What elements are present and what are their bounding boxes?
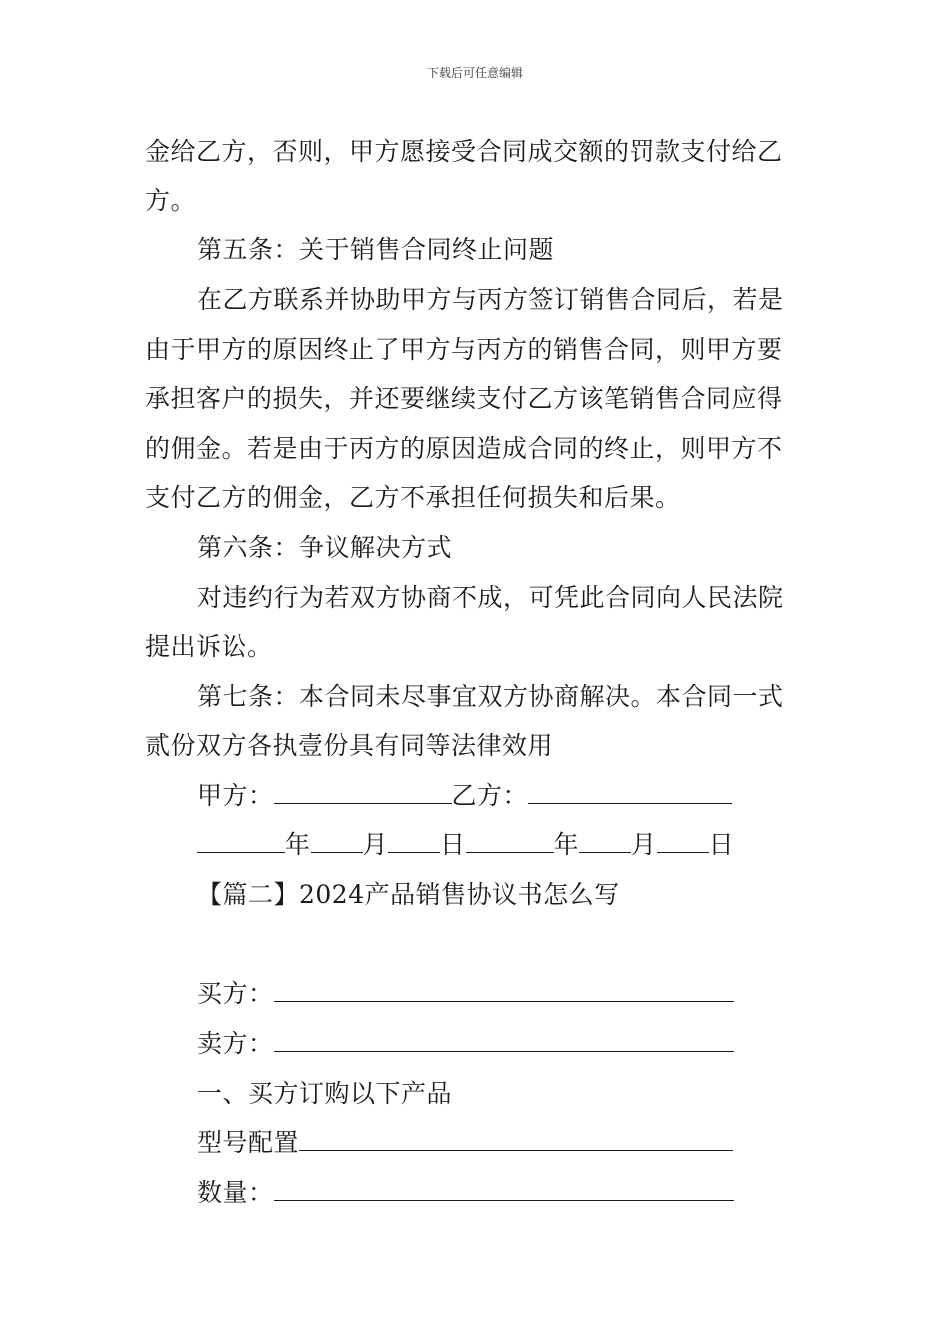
model-blank[interactable]: [299, 1128, 733, 1151]
month-label-a: 月: [362, 830, 389, 859]
paragraph-line: 金给乙方，否则，甲方愿接受合同成交额的罚款支付给乙: [145, 137, 783, 166]
seller-blank[interactable]: [274, 1029, 734, 1052]
article-7-line: 第七条：本合同未尽事宜双方协商解决。本合同一式: [197, 682, 784, 711]
section-2-title: 【篇二】2024产品销售协议书怎么写: [197, 880, 620, 909]
year-label-a: 年: [285, 830, 311, 859]
day-label-a: 日: [440, 830, 466, 859]
year-blank-b[interactable]: [466, 830, 554, 853]
article-6-title: 第六条：争议解决方式: [197, 533, 453, 562]
paragraph-line: 支付乙方的佣金，乙方不承担任何损失和后果。: [145, 483, 681, 512]
paragraph-line: 方。: [145, 186, 197, 215]
page-header: 下载后可任意编辑: [426, 66, 523, 80]
buyer-row: [197, 978, 734, 1010]
party-b-blank[interactable]: [528, 781, 732, 804]
year-label-b: 年: [553, 830, 580, 859]
signature-parties-row: [197, 780, 732, 812]
month-blank-b[interactable]: [579, 830, 631, 853]
seller-row: [197, 1028, 734, 1060]
model-label: 型号配置: [197, 1128, 300, 1157]
day-blank-b[interactable]: [657, 830, 709, 853]
year-blank-a[interactable]: [197, 830, 285, 853]
party-b-label: 乙方：: [451, 781, 529, 810]
party-a-label: 甲方：: [197, 781, 274, 810]
article-7-line: 贰份双方各执壹份具有同等法律效用: [145, 731, 554, 760]
quantity-row: [197, 1177, 734, 1209]
paragraph-line: 在乙方联系并协助甲方与丙方签订销售合同后，若是: [197, 285, 784, 314]
article-5-title: 第五条：关于销售合同终止问题: [197, 235, 555, 264]
quantity-blank[interactable]: [274, 1178, 734, 1201]
paragraph-line: 由于甲方的原因终止了甲方与丙方的销售合同，则甲方要: [145, 335, 783, 364]
buyer-blank[interactable]: [274, 979, 734, 1002]
month-blank-a[interactable]: [311, 830, 363, 853]
paragraph-line: 的佣金。若是由于丙方的原因造成合同的终止，则甲方不: [145, 434, 783, 463]
month-label-b: 月: [631, 830, 657, 859]
party-a-blank[interactable]: [274, 781, 452, 804]
paragraph-line: 提出诉讼。: [145, 632, 273, 661]
buyer-label: 买方：: [197, 979, 274, 1008]
order-heading: 一、买方订购以下产品: [197, 1079, 453, 1108]
seller-label: 卖方：: [197, 1029, 274, 1058]
paragraph-line: 承担客户的损失，并还要继续支付乙方该笔销售合同应得: [145, 384, 783, 413]
model-row: [197, 1127, 733, 1159]
day-blank-a[interactable]: [388, 830, 440, 853]
paragraph-line: 对违约行为若双方协商不成，可凭此合同向人民法院: [197, 583, 784, 612]
signature-date-row: [197, 829, 734, 861]
quantity-label: 数量：: [197, 1178, 274, 1207]
day-label-b: 日: [708, 830, 735, 859]
